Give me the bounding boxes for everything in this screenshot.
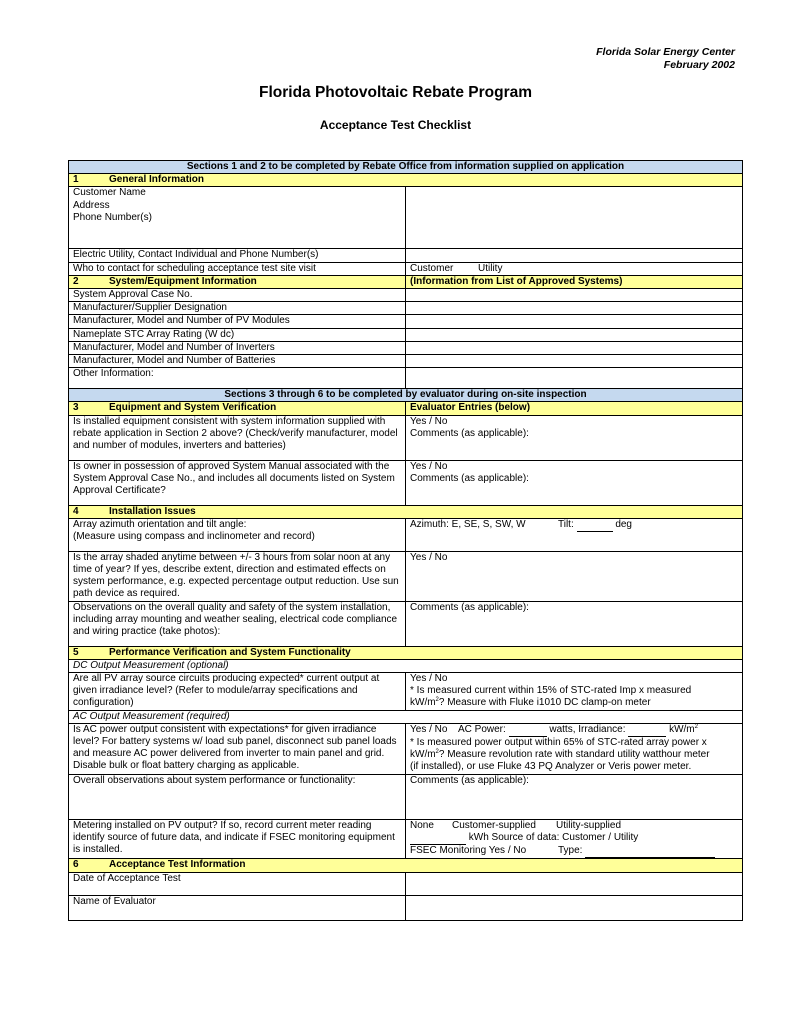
row-entry[interactable] <box>406 289 743 302</box>
unit-text: kW/m <box>410 697 436 709</box>
tilt-label: Tilt: <box>558 518 574 530</box>
table-row <box>69 341 743 354</box>
meter-option-none[interactable]: None <box>410 819 434 831</box>
section-1-header <box>69 174 743 187</box>
section-right-title: (Information from List of Approved Systems) <box>406 275 743 288</box>
row-entry[interactable] <box>406 302 743 315</box>
shading-row <box>69 551 743 601</box>
onsite-banner: Sections 3 through 6 to be completed by evaluator during on-site inspection <box>69 389 743 402</box>
table-row <box>69 328 743 341</box>
evaluator-entry[interactable] <box>406 895 743 920</box>
fsec-monitoring-option[interactable]: FSEC Monitoring Yes / No <box>410 845 527 857</box>
section-title: Performance Verification and System Functionality <box>109 646 351 658</box>
office-banner: Sections 1 and 2 to be completed by Rebate Office from information supplied on application <box>69 161 743 174</box>
address-label: Address <box>73 199 110 211</box>
row-label: Are all PV array source circuits producing expected* current output at given irradiance level? (Refer to module/array specifications and configuration) <box>69 673 406 711</box>
table-row <box>69 355 743 368</box>
kwh-source-text: kWh Source of data: Customer / Utility <box>468 831 639 843</box>
performance-observations-row <box>69 774 743 819</box>
type-blank[interactable] <box>585 845 715 858</box>
watts-label: watts, Irradiance: <box>549 723 626 735</box>
ac-measure-text: ? Measure revolution rate with standard utility watthour meter <box>438 749 710 761</box>
section-number: 5 <box>73 646 79 658</box>
section-5-header <box>69 646 743 659</box>
table-row <box>69 302 743 315</box>
document-date: February 2002 <box>663 58 735 71</box>
tilt-blank[interactable] <box>577 519 613 532</box>
ac-subsection-title: AC Output Measurement (required) <box>69 710 743 723</box>
unit-text: kW/m <box>410 749 436 761</box>
ac-power-blank[interactable] <box>509 724 547 737</box>
section-3-header <box>69 402 743 415</box>
contact-option-utility[interactable]: Utility <box>478 262 503 274</box>
row-label: Manufacturer/Supplier Designation <box>69 302 406 315</box>
meter-option-utility[interactable]: Utility-supplied <box>556 819 622 831</box>
dc-subsection-row <box>69 659 743 672</box>
section-title: General Information <box>109 174 205 186</box>
table-row <box>69 289 743 302</box>
yes-no-option[interactable]: Yes / No <box>410 723 448 735</box>
row-label: Metering installed on PV output? If so, record current meter reading identify source of future data, and indicate if FSEC monitoring equipment is installed. <box>69 819 406 859</box>
superscript: 2 <box>694 723 698 730</box>
superscript: 2 <box>435 697 439 704</box>
ac-power-label: AC Power: <box>458 723 506 735</box>
irradiance-blank[interactable] <box>628 724 666 737</box>
table-row <box>69 368 743 389</box>
section-number: 2 <box>73 275 79 287</box>
ac-criterion-text: * Is measured power output within 65% of STC-rated array power x <box>410 737 707 749</box>
section-number: 1 <box>73 174 79 186</box>
office-banner-row <box>69 161 743 174</box>
header-org-block <box>596 46 735 71</box>
section-right-title: Evaluator Entries (below) <box>406 402 743 415</box>
customer-info-entry[interactable] <box>406 187 743 249</box>
customer-name-label: Customer Name <box>73 187 146 199</box>
row-label: Overall observations about system performance or functionality: <box>69 774 406 819</box>
yes-no-option[interactable]: Yes / No <box>410 460 448 472</box>
row-label: Nameplate STC Array Rating (W dc) <box>69 328 406 341</box>
row-label: Observations on the overall quality and safety of the system installation, including array mounting and weather sealing, electrical code compliance and wiring practice (take photos): <box>69 601 406 646</box>
contact-label: Who to contact for scheduling acceptance test site visit <box>69 262 406 275</box>
deg-label: deg <box>615 518 632 530</box>
ac-alternative-text: (if installed), or use Fluke 43 PQ Analyzer or Veris power meter. <box>410 761 692 773</box>
meter-option-customer[interactable]: Customer-supplied <box>452 819 536 831</box>
test-date-entry[interactable] <box>406 872 743 895</box>
row-label: Manufacturer, Model and Number of PV Modules <box>69 315 406 328</box>
test-date-row <box>69 872 743 895</box>
azimuth-tilt-row <box>69 518 743 551</box>
azimuth-options[interactable]: Azimuth: E, SE, S, SW, W <box>410 518 526 530</box>
section-number: 6 <box>73 859 79 871</box>
row-label: Array azimuth orientation and tilt angle: <box>73 518 247 530</box>
row-label: System Approval Case No. <box>69 289 406 302</box>
comments-label: Comments (as applicable): <box>410 472 529 484</box>
yes-no-option[interactable]: Yes / No <box>410 673 448 685</box>
row-entry[interactable] <box>406 328 743 341</box>
row-label: (Measure using compass and inclinometer and record) <box>73 531 315 543</box>
dc-subsection-title: DC Output Measurement (optional) <box>69 659 743 672</box>
row-entry[interactable] <box>406 341 743 354</box>
utility-label: Electric Utility, Contact Individual and Phone Number(s) <box>69 249 406 262</box>
comments-label: Comments (as applicable): <box>410 774 529 786</box>
section-title: Installation Issues <box>109 505 196 517</box>
comments-label: Comments (as applicable): <box>410 427 529 439</box>
dc-output-row <box>69 673 743 711</box>
comments-label: Comments (as applicable): <box>410 601 529 613</box>
section-number: 3 <box>73 402 79 414</box>
section-title: Equipment and System Verification <box>109 402 277 414</box>
type-label: Type: <box>558 845 583 857</box>
dc-measure-text: ? Measure with Fluke i1010 DC clamp-on meter <box>438 697 651 709</box>
table-row <box>69 315 743 328</box>
section-4-header <box>69 505 743 518</box>
row-label: Manufacturer, Model and Number of Batteries <box>69 355 406 368</box>
installation-quality-row <box>69 601 743 646</box>
row-label: Name of Evaluator <box>69 895 406 920</box>
yes-no-option[interactable]: Yes / No <box>410 551 448 563</box>
ac-output-row <box>69 723 743 774</box>
contact-row <box>69 262 743 275</box>
onsite-banner-row <box>69 389 743 402</box>
contact-option-customer[interactable]: Customer <box>410 262 454 274</box>
section-6-header <box>69 859 743 872</box>
row-label: Manufacturer, Model and Number of Inverters <box>69 341 406 354</box>
row-label: Is owner in possession of approved System Manual associated with the System Approval Case No., and includes all documents listed on System Approval Certificate? <box>69 460 406 505</box>
superscript: 2 <box>435 749 439 756</box>
row-label: Is the array shaded anytime between +/- 3 hours from solar noon at any time of year? If yes, describe extent, direction and estimated effects on system performance, e.g. expected percentage output reduction. Use sun path device as required. <box>69 551 406 601</box>
row-label: Other Information: <box>69 368 406 389</box>
phone-label: Phone Number(s) <box>73 211 152 223</box>
row-entry[interactable] <box>406 315 743 328</box>
customer-info-row <box>69 187 743 249</box>
evaluator-row <box>69 895 743 920</box>
ac-subsection-row <box>69 710 743 723</box>
row-entry[interactable] <box>406 368 743 389</box>
system-manual-row <box>69 460 743 505</box>
section-title: System/Equipment Information <box>109 275 257 287</box>
page-title: Florida Photovoltaic Rebate Program <box>258 84 533 101</box>
kwh-blank[interactable] <box>410 832 466 845</box>
page-subtitle: Acceptance Test Checklist <box>319 118 472 132</box>
section-2-header <box>69 275 743 288</box>
row-label: Is AC power output consistent with expectations* for given irradiance level? For battery systems w/ load sub panel, disconnect sub panel loads and measure AC power delivered from inverter to main panel and grid. Disable bulk or float battery charging as applicable. <box>69 723 406 774</box>
dc-criterion-text: * Is measured current within 15% of STC-rated Imp x measured <box>410 685 692 697</box>
utility-row <box>69 249 743 262</box>
yes-no-option[interactable]: Yes / No <box>410 415 448 427</box>
equipment-consistency-row <box>69 415 743 460</box>
acceptance-checklist-table <box>68 160 743 921</box>
utility-entry[interactable] <box>406 249 743 262</box>
organization-name: Florida Solar Energy Center <box>596 46 735 58</box>
metering-row <box>69 819 743 859</box>
row-label: Is installed equipment consistent with system information supplied with rebate application in Section 2 above? (Check/verify manufacturer, model and number of modules, inverters and batteries) <box>69 415 406 460</box>
section-title: Acceptance Test Information <box>109 859 246 871</box>
row-label: Date of Acceptance Test <box>69 872 406 895</box>
row-entry[interactable] <box>406 355 743 368</box>
section-number: 4 <box>73 505 79 517</box>
unit-text: kW/m <box>669 723 695 735</box>
